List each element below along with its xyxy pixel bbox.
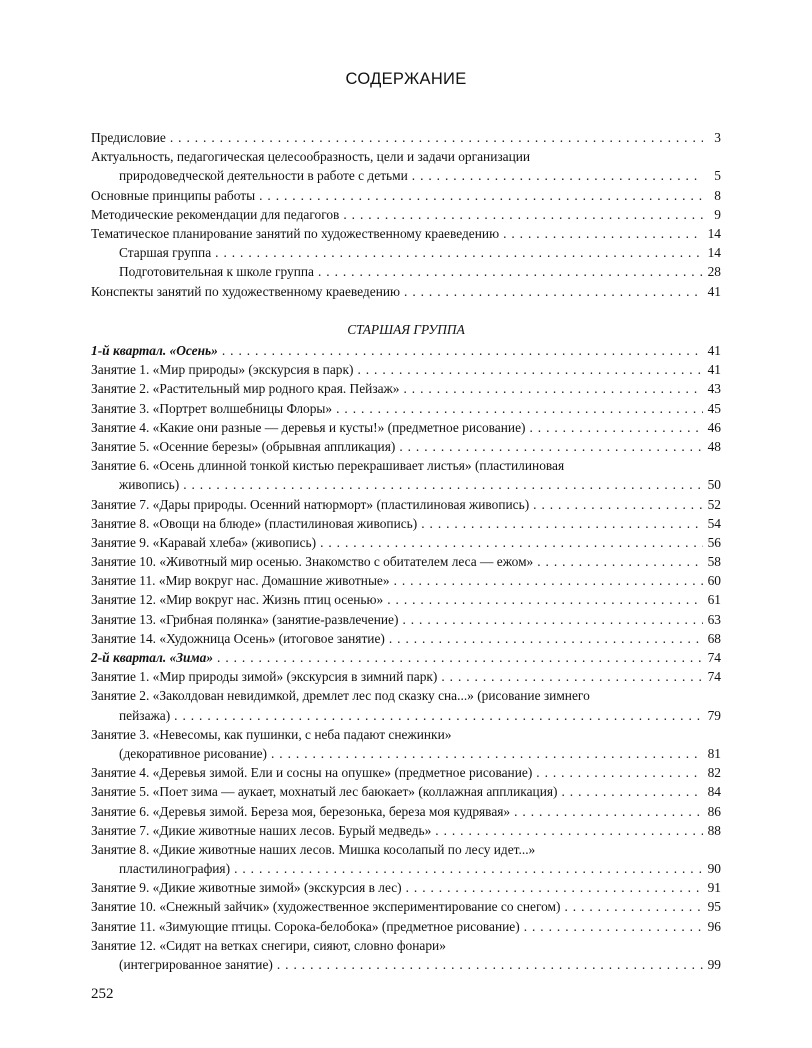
toc-entry <box>91 224 721 243</box>
toc-line <box>91 514 721 533</box>
toc-entry <box>91 379 721 398</box>
toc-entry-text: Занятие 13. «Грибная полянка» (занятие-развлечение) <box>91 611 399 627</box>
dot-leader <box>441 667 703 686</box>
toc-line <box>91 610 721 629</box>
toc-entry-text: Занятие 1. «Мир природы» (экскурсия в парк) <box>91 362 354 378</box>
toc-entry-text: Занятие 12. «Мир вокруг нас. Жизнь птиц осенью» <box>91 592 384 608</box>
toc-entry-text: Занятие 10. «Животный мир осенью. Знакомство с обитателем леса — ежом» <box>91 554 534 570</box>
toc-line <box>91 782 721 801</box>
toc-page-number: 68 <box>707 630 721 646</box>
toc-entry <box>91 763 721 782</box>
toc-page-number: 81 <box>707 745 721 761</box>
toc-line <box>91 399 721 418</box>
toc-page-number: 61 <box>707 592 721 608</box>
dot-leader <box>404 282 703 301</box>
toc-entry-text: Занятие 2. «Заколдован невидимкой, дремлет лес под сказку сна...» (рисование зимнего <box>91 688 590 704</box>
toc-entry <box>91 878 721 897</box>
toc-entry <box>91 725 721 763</box>
dot-leader <box>343 205 703 224</box>
toc-line <box>91 282 721 301</box>
toc-entry <box>91 437 721 456</box>
toc-entry-text: Предисловие <box>91 130 166 145</box>
toc-line <box>91 936 721 955</box>
toc-line <box>91 648 721 667</box>
page-title: СОДЕРЖАНИЕ <box>345 70 467 88</box>
toc-line <box>91 128 721 147</box>
toc-entry-text: Занятие 9. «Каравай хлеба» (живопись) <box>91 534 317 550</box>
toc-line <box>91 590 721 609</box>
toc-entry-text: Занятие 12. «Сидят на ветках снегири, сияют, словно фонари» <box>91 937 446 953</box>
toc-page-number: 41 <box>707 343 721 358</box>
toc-page-number: 99 <box>707 957 721 972</box>
toc-line <box>91 360 721 379</box>
toc-line <box>91 821 721 840</box>
dot-leader <box>394 571 703 590</box>
toc-line <box>91 186 721 205</box>
toc-entry <box>91 399 721 418</box>
toc-entry <box>91 495 721 514</box>
toc-entry <box>91 840 721 878</box>
toc-entry-text: 1-й квартал. «Осень» <box>91 343 218 358</box>
dot-leader <box>399 437 703 456</box>
toc-line <box>91 859 721 878</box>
toc-line <box>91 706 721 725</box>
toc-page-number: 9 <box>714 206 721 222</box>
toc-entry-text: Занятие 4. «Деревья зимой. Ели и сосны на опушке» (предметное рисование) <box>91 765 533 781</box>
toc-line <box>91 533 721 552</box>
toc-line <box>91 166 721 185</box>
toc-line <box>91 955 721 974</box>
dot-leader <box>435 821 703 840</box>
toc-entry-text: природоведческой деятельности в работе с детьми <box>119 168 408 184</box>
dot-leader <box>387 590 703 609</box>
toc-entry-text: Занятие 9. «Дикие животные зимой» (экскурсия в лес) <box>91 880 402 896</box>
toc-page-number: 8 <box>714 187 721 203</box>
dot-leader <box>217 648 703 667</box>
toc-entry <box>91 667 721 686</box>
toc-entry <box>91 897 721 916</box>
toc-entry <box>91 360 721 379</box>
dot-leader <box>406 878 703 897</box>
dot-leader <box>561 782 703 801</box>
toc-page-number: 46 <box>707 419 721 435</box>
dot-leader <box>421 514 703 533</box>
toc-entry-text: Актуальность, педагогическая целесообразность, цели и задачи организации <box>91 149 531 165</box>
toc-entry-text: Занятие 7. «Дикие животные наших лесов. Бурый медведь» <box>91 822 432 838</box>
toc-entry-text: Тематическое планирование занятий по художественному краеведению <box>91 225 500 241</box>
toc-line <box>91 878 721 897</box>
toc-page-number: 43 <box>707 381 721 397</box>
toc-entry-text: Занятие 6. «Осень длинной тонкой кистью перекрашивает листья» (пластилиновая <box>91 458 565 474</box>
toc-section-heading <box>91 648 721 667</box>
toc-page-number: 14 <box>707 245 721 261</box>
toc-line <box>91 341 721 360</box>
toc-line <box>91 744 721 763</box>
toc-entry <box>91 418 721 437</box>
toc-page-number: 41 <box>707 283 721 299</box>
dot-leader <box>170 128 703 147</box>
toc-front-matter <box>91 128 721 301</box>
dot-leader <box>533 495 703 514</box>
toc-entry <box>91 936 721 974</box>
toc-line <box>91 897 721 916</box>
toc-entry-text: Занятие 14. «Художница Осень» (итоговое занятие) <box>91 630 385 646</box>
toc-page-number: 79 <box>707 707 721 723</box>
dot-leader <box>234 859 703 878</box>
toc-entry-text: Занятие 5. «Осенние березы» (обрывная аппликация) <box>91 438 396 454</box>
toc-entry <box>91 917 721 936</box>
toc-entry-text: Занятие 3. «Невесомы, как пушинки, с неба падают снежинки» <box>91 726 452 742</box>
dot-leader <box>537 552 703 571</box>
toc-line <box>91 725 721 744</box>
toc-line <box>91 456 721 475</box>
toc-page-number: 91 <box>707 880 721 896</box>
dot-leader <box>402 610 703 629</box>
toc-entry-text: 2-й квартал. «Зима» <box>91 650 214 665</box>
toc-line <box>91 917 721 936</box>
toc-entry-text: Основные принципы работы <box>91 187 256 203</box>
dot-leader <box>271 744 703 763</box>
toc-page-number: 41 <box>707 362 721 378</box>
toc-entry-text: Занятие 5. «Поет зима — аукает, мохнатый лес баюкает» (коллажная аппликация) <box>91 784 558 800</box>
toc-line <box>91 379 721 398</box>
toc-line <box>91 224 721 243</box>
dot-leader <box>503 224 703 243</box>
toc-entry-text: (декоративное рисование) <box>119 745 268 761</box>
section-header: СТАРШАЯ ГРУППА <box>347 322 465 337</box>
dot-leader <box>174 706 703 725</box>
toc-line <box>91 418 721 437</box>
dot-leader <box>277 955 703 974</box>
dot-leader <box>536 763 703 782</box>
toc-page-number: 60 <box>707 573 721 589</box>
dot-leader <box>215 243 703 262</box>
toc-page-number: 88 <box>707 822 721 838</box>
toc-entry <box>91 552 721 571</box>
dot-leader <box>183 475 703 494</box>
toc-line <box>91 437 721 456</box>
toc-entry <box>91 821 721 840</box>
toc-section-heading <box>91 341 721 360</box>
toc-line <box>91 262 721 281</box>
toc-entry-text: пейзажа) <box>119 707 171 723</box>
dot-leader <box>412 166 703 185</box>
toc-page-number: 74 <box>707 669 721 685</box>
toc-line <box>91 802 721 821</box>
toc-line <box>91 147 721 166</box>
toc-page-number: 14 <box>707 225 721 241</box>
toc-line <box>91 243 721 262</box>
dot-leader <box>259 186 703 205</box>
toc-page-number: 74 <box>707 650 721 665</box>
toc-entry-text: Занятие 4. «Какие они разные — деревья и кусты!» (предметное рисование) <box>91 419 526 435</box>
toc-entry-text: Занятие 7. «Дары природы. Осенний натюрморт» (пластилиновая живопись) <box>91 496 530 512</box>
toc-entry <box>91 262 721 281</box>
toc-entry <box>91 128 721 147</box>
toc-entry <box>91 629 721 648</box>
toc-entry <box>91 610 721 629</box>
toc-entry <box>91 514 721 533</box>
toc-page-number: 58 <box>707 554 721 570</box>
dot-leader <box>389 629 703 648</box>
toc-entry-text: Старшая группа <box>119 245 212 261</box>
toc-entry-text: пластилинография) <box>119 861 231 877</box>
toc-line <box>91 571 721 590</box>
toc-page-number: 96 <box>707 918 721 934</box>
toc-page-number: 3 <box>714 130 721 145</box>
toc-entry-text: Подготовительная к школе группа <box>119 264 314 280</box>
toc-entry <box>91 590 721 609</box>
toc-line <box>91 475 721 494</box>
dot-leader <box>564 897 703 916</box>
dot-leader <box>336 399 703 418</box>
toc-entry-text: Занятие 6. «Деревья зимой. Береза моя, березонька, береза моя кудрявая» <box>91 803 511 819</box>
toc-entry-text: Методические рекомендации для педагогов <box>91 206 340 222</box>
dot-leader <box>318 262 703 281</box>
toc-entry-text: Занятие 2. «Растительный мир родного края. Пейзаж» <box>91 381 400 397</box>
toc-page-number: 45 <box>707 400 721 416</box>
toc-page-number: 56 <box>707 534 721 550</box>
dot-leader <box>357 360 703 379</box>
toc-line <box>91 552 721 571</box>
toc-page-number: 90 <box>707 861 721 877</box>
toc-entry-text: Занятие 11. «Мир вокруг нас. Домашние животные» <box>91 573 390 589</box>
toc-entry <box>91 243 721 262</box>
toc-page-number: 95 <box>707 899 721 915</box>
toc-entry <box>91 456 721 494</box>
toc-line <box>91 495 721 514</box>
toc-entry-text: Занятие 8. «Дикие животные наших лесов. Мишка косолапый по лесу идет...» <box>91 841 536 857</box>
dot-leader <box>530 418 704 437</box>
dot-leader <box>222 341 703 360</box>
toc-entry <box>91 686 721 724</box>
toc-entry-text: Конспекты занятий по художественному краеведению <box>91 283 401 299</box>
dot-leader <box>404 379 703 398</box>
toc-lessons <box>91 341 721 974</box>
toc-entry-text: Занятие 3. «Портрет волшебницы Флоры» <box>91 400 333 416</box>
toc-page-number: 82 <box>707 765 721 781</box>
dot-leader <box>320 533 703 552</box>
toc-page-number: 52 <box>707 496 721 512</box>
toc-entry-text: (интегрированное занятие) <box>119 957 273 972</box>
toc-page-number: 54 <box>707 515 721 531</box>
toc-entry <box>91 186 721 205</box>
toc-entry <box>91 782 721 801</box>
toc-page-number: 48 <box>707 438 721 454</box>
toc-page-number: 28 <box>707 264 721 280</box>
page-number: 252 <box>91 986 114 1002</box>
toc-entry <box>91 147 721 185</box>
toc-page-number: 86 <box>707 803 721 819</box>
toc-entry-text: живопись) <box>119 477 180 493</box>
toc-entry-text: Занятие 10. «Снежный зайчик» (художественное экспериментирование со снегом) <box>91 899 561 915</box>
toc-entry <box>91 571 721 590</box>
toc-page-number: 84 <box>707 784 721 800</box>
toc-line <box>91 763 721 782</box>
toc-line <box>91 667 721 686</box>
toc-line <box>91 205 721 224</box>
toc-entry <box>91 533 721 552</box>
dot-leader <box>514 802 703 821</box>
toc-entry <box>91 802 721 821</box>
toc-entry <box>91 205 721 224</box>
toc-entry-text: Занятие 8. «Овощи на блюде» (пластилиновая живопись) <box>91 515 418 531</box>
toc-line <box>91 629 721 648</box>
toc-page-number: 5 <box>714 168 721 184</box>
toc-entry-text: Занятие 1. «Мир природы зимой» (экскурсия в зимний парк) <box>91 669 438 685</box>
toc-entry-text: Занятие 11. «Зимующие птицы. Сорока-белобока» (предметное рисование) <box>91 918 520 934</box>
toc-entry <box>91 282 721 301</box>
toc-line <box>91 686 721 705</box>
toc-line <box>91 840 721 859</box>
toc-page-number: 63 <box>707 611 721 627</box>
dot-leader <box>524 917 703 936</box>
toc-page-number: 50 <box>707 477 721 493</box>
